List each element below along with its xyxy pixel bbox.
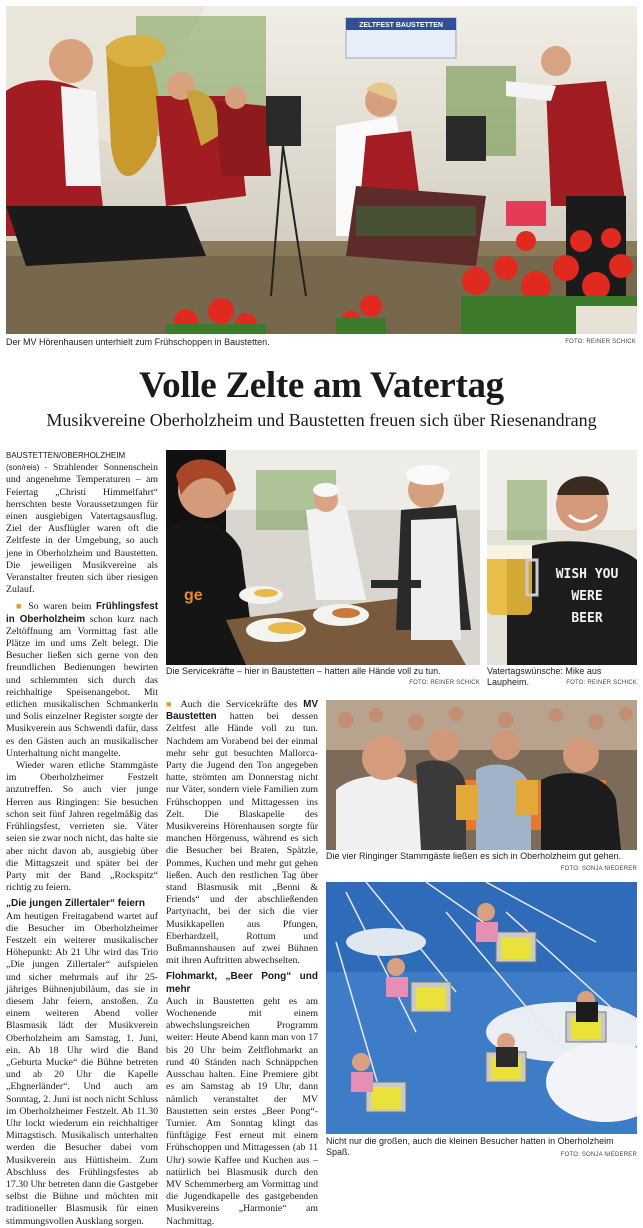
dateline-author: (son/reis) - — [6, 463, 48, 473]
top-photo-caption: Der MV Hörenhausen unterhielt zum Frühschoppen in Baustetten. — [6, 337, 270, 347]
shirt-text-3: BEER — [571, 611, 603, 626]
photo-band-concert — [6, 6, 637, 334]
p2-text: Wieder waren etliche Stammgäste im Oberholzheimer Festzelt anzutreffen. So auch vier junge Herren aus Ringingen: Sie besuchen schon seit fünf Jahren regelmäßig das Frühlingsfest, verrieten sie. Väter seien sie zwar noch nicht, das halte sie aber nicht davon ab, ausgiebig über die Mittagszeit und später bei der Party mit der Band „Rockspitz“ richtig zu feiern. — [6, 760, 158, 894]
article-headline: Volle Zelte am Vatertag — [139, 365, 504, 406]
bullet-icon: ■ — [16, 601, 24, 612]
mike-photo-caption: Vatertagswünsche: Mike aus Laupheim. — [487, 666, 602, 687]
p1-text: schon kurz nach Zeltöffnung am Vormittag fast alle Plätze im und ums Zelt belegt. Die Besucher ließen sich gerne von den freundlichen Bedienungen bewirten und schlemmten sich durch das reichhaltige Speisenangebot. Mit etlichen musikalischen Schmankerln und Solis einzelner Register sorgte der Musikverein aus Schwendi dafür, dass es den Gästen auch an musikalischer Unterhaltung nicht mangelte. — [6, 613, 159, 759]
photo-service-staff — [166, 450, 480, 665]
p4-text: hatten bei dessen Zeltfest alle Hände voll zu tun. Nachdem am Vorabend bei der einmal mehr sehr gut besuchten Mallorca-Party die Jugend den Ton angegeben hatte, strömten am Donnerstag nicht nur Väter, sondern viele Familien zum Frühschoppen und Mittagessen ins Zelt. Die Blaskapelle des Musikvereins Hörenhausen sorgte für manchen Hörgenuss, während es sich die Besucher bei Braten, Spätzle, Pommes, Kuchen und mehr gut gehen ließen. Auch den restlichen Tag über stand Blasmusik mit „Benni & Friends“ und der abschließenden Partynacht, bei der sich die vier Musikkapellen aus Pfungen, Eberhardzell, Rottum und Bußmannshausen auf zwei Bühnen mit ihren Auftritten abwechselten. — [166, 711, 318, 967]
svg-text:ge: ge — [184, 587, 203, 604]
article-column-1 — [6, 450, 158, 1228]
stammgaeste-photo-credit: FOTO: SONJA NIEDERER — [560, 866, 637, 872]
p5-text: Auch in Baustetten geht es am Wochenende mit einem abwechslungsreichen Programm weiter: Heute Abend kann man von 17 bis 20 Uhr beim Zeltflohmarkt an rund 40 Ständen nach Schnäppchen Ausschau halten. Eine Premiere gibt es am Samstag ab 19 Uhr, dann nämlich veranstaltet der MV Baustetten sein erstes „Beer Pong“-Turnier. Am Sonntag klingt das fünftägige Fest erneut mit einem Frühschoppen und Mittagessen (ab 11 Uhr) sowie Kaffee und Kuchen aus – natürlich bei Blasmusik durch den MV Schemmerberg am Vormittag und die Jugendkapelle des gastgebenden Musikvereins „Harmonie“ am Nachmittag. — [166, 995, 318, 1227]
shirt-text-1: WISH YOU — [555, 567, 619, 582]
swing-photo-credit: FOTO: SONJA NIEDERER — [560, 1152, 637, 1158]
subheading-zillertaler: „Die jungen Zillertaler“ feiern — [6, 898, 145, 910]
service-photo-credit: FOTO: REINER SCHICK — [409, 680, 480, 686]
bullet-icon: ■ — [166, 699, 176, 709]
intro-text: Strahlender Sonnenschein und angenehme Temperaturen – am Feiertag „Christi Himmelfahrt“ herrschten beste Voraussetzungen für einen ausgiebigen Vatertagsausflug. Ziel der Ausflügler waren oft die Zeltfeste in der Umgebung, so auch jene in Oberholzheim und Baustetten. Die jeweiligen Musikvereine als Veranstalter freuten sich über riesigen Zulauf. — [6, 462, 158, 596]
top-photo-credit: FOTO: REINER SCHICK — [565, 339, 636, 345]
p1-pre: So waren beim — [28, 601, 92, 613]
article-column-2 — [166, 698, 318, 1228]
photo-mike-beer — [487, 450, 637, 665]
shirt-text-2: WERE — [571, 589, 603, 604]
p3-text: Am heutigen Freitagabend wartet auf die Besucher im Oberholzheimer Festzelt ein weiterer musikalischer Höhepunkt: Ab 21 Uhr wird das Trio „Die jungen Zillertaler“ aufspielen und sicher mehrmals auf ihr 25-jähriges Bühnenjubiläum, das sie in diesem Jahr feiern, anstoßen. Zu einem weiteren Abend voller Blasmusik lädt der Musikverein Oberholzheim am Samstag, 1. Juni, ein. Ab 18 Uhr wird die Band „Geburta Mucke“ die Bühne betreten und ab 20 Uhr die Kapelle „Ehgnerländer“. Und auch am Sonntag, 2. Juni ist noch nicht Schluss im Oberholzheimer Festzelt. Ab 11.30 Uhr lockt wiederum ein reichhaltiger Mittagstisch. Musikalisch unterhalten werden die Besucher dabei vom Musikverein aus Hüttisheim. Zum Abschluss des Frühlingsfestes ab 17.30 Uhr betreten dann die Gastgeber selbst die Bühne und möchten mit traditioneller Blasmusik für einen stimmungsvollen Ausklang sorgen. — [6, 910, 158, 1227]
p1-bold: Frühlingsfest in Oberholzheim — [6, 601, 159, 625]
article-subheadline: Musikvereine Oberholzheim und Baustetten freuen sich über Riesenandrang — [46, 410, 597, 430]
banner-text: ZELTFEST BAUSTETTEN — [359, 22, 443, 29]
photo-swing-ride — [326, 882, 637, 1134]
p4-bold: MV Baustetten — [166, 699, 318, 723]
service-photo-caption: Die Servicekräfte – hier in Baustetten – hatten alle Hände voll zu tun. — [166, 666, 441, 676]
mike-photo-credit: FOTO: REINER SCHICK — [566, 680, 637, 686]
swing-photo-caption: Nicht nur die großen, auch die kleinen Besucher hatten in Oberholzheim Spaß. — [326, 1136, 614, 1157]
stammgaeste-photo-caption: Die vier Ringinger Stammgäste ließen es sich in Oberholzheim gut gehen. — [326, 851, 622, 861]
photo-stammgaeste — [326, 700, 637, 850]
dateline-place: BAUSTETTEN/OBERHOLZHEIM — [6, 451, 126, 460]
p4-pre: Auch die Servicekräfte des — [180, 699, 298, 710]
subheading-flohmarkt: Flohmarkt, „Beer Pong“ und mehr — [166, 971, 318, 995]
